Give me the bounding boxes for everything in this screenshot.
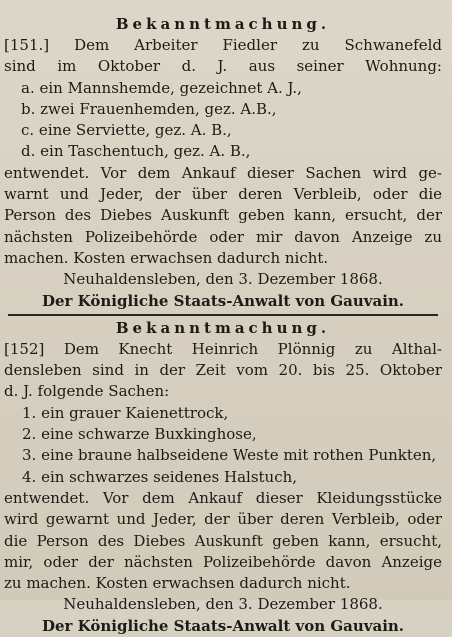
notice-heading: Bekanntmachung. [115, 15, 331, 33]
item-line: 4. ein schwarzes seidenes Halstuch, [22, 467, 298, 486]
text-line: entwendet. Vor dem Ankauf dieser Sachen wird ge- [4, 163, 442, 182]
notice-heading: Bekanntmachung. [115, 318, 331, 337]
notice-151 [4, 14, 442, 312]
text-line: machen. Kosten erwachsen dadurch nicht. [4, 248, 329, 267]
text-line: wird gewarnt und Jeder, der über deren Verbleib, oder [4, 510, 442, 529]
item-line: c. eine Serviette, gez. A. B., [21, 121, 232, 140]
text-line: warnt und Jeder, der über deren Verbleib, oder die [4, 185, 442, 204]
item-line: d. ein Taschentuch, gez. A. B., [21, 142, 251, 161]
text-line: zu machen. Kosten erwachsen dadurch nicht. [4, 574, 351, 593]
item-line: 3. eine braune halbseidene Weste mit rothen Punkten, [22, 446, 437, 465]
text-line: sind im Oktober d. J. aus seiner Wohnung: [4, 57, 442, 76]
text-line: nächsten Polizeibehörde oder mir davon Anzeige zu [4, 227, 442, 246]
text-line: Person des Diebes Auskunft geben kann, ersucht, der [4, 206, 442, 225]
text-line: die Person des Diebes Auskunft geben kann, ersucht, [4, 531, 442, 550]
item-line: 2. eine schwarze Buxkinghose, [22, 425, 257, 444]
item-line: b. zwei Frauenhemden, gez. A.B., [21, 99, 277, 118]
date-line: Neuhaldensleben, den 3. Dezember 1868. [63, 270, 383, 289]
text-line: entwendet. Vor dem Ankauf dieser Kleidungsstücke [4, 488, 442, 507]
signature: Der Königliche Staats-Anwalt von Gauvain. [41, 616, 405, 635]
text-line: mir, oder der nächsten Polizeibehörde davon Anzeige [4, 552, 442, 571]
item-line: a. ein Mannshemde, gezeichnet A. J., [21, 78, 302, 97]
date-line: Neuhaldensleben, den 3. Dezember 1868. [63, 595, 383, 614]
text-line: densleben sind in der Zeit vom 20. bis 25. Oktober [4, 361, 442, 380]
separator-rule [8, 314, 438, 316]
notice-152 [4, 318, 442, 637]
text-line: [151.] Dem Arbeiter Fiedler zu Schwanefeld [4, 36, 442, 54]
signature: Der Königliche Staats-Anwalt von Gauvain. [41, 291, 405, 310]
item-line: 1. ein grauer Kaienettrock, [22, 403, 229, 422]
text-line: d. J. folgende Sachen: [4, 382, 170, 401]
text-line: [152] Dem Knecht Heinrich Plönnig zu Althal- [4, 339, 442, 358]
